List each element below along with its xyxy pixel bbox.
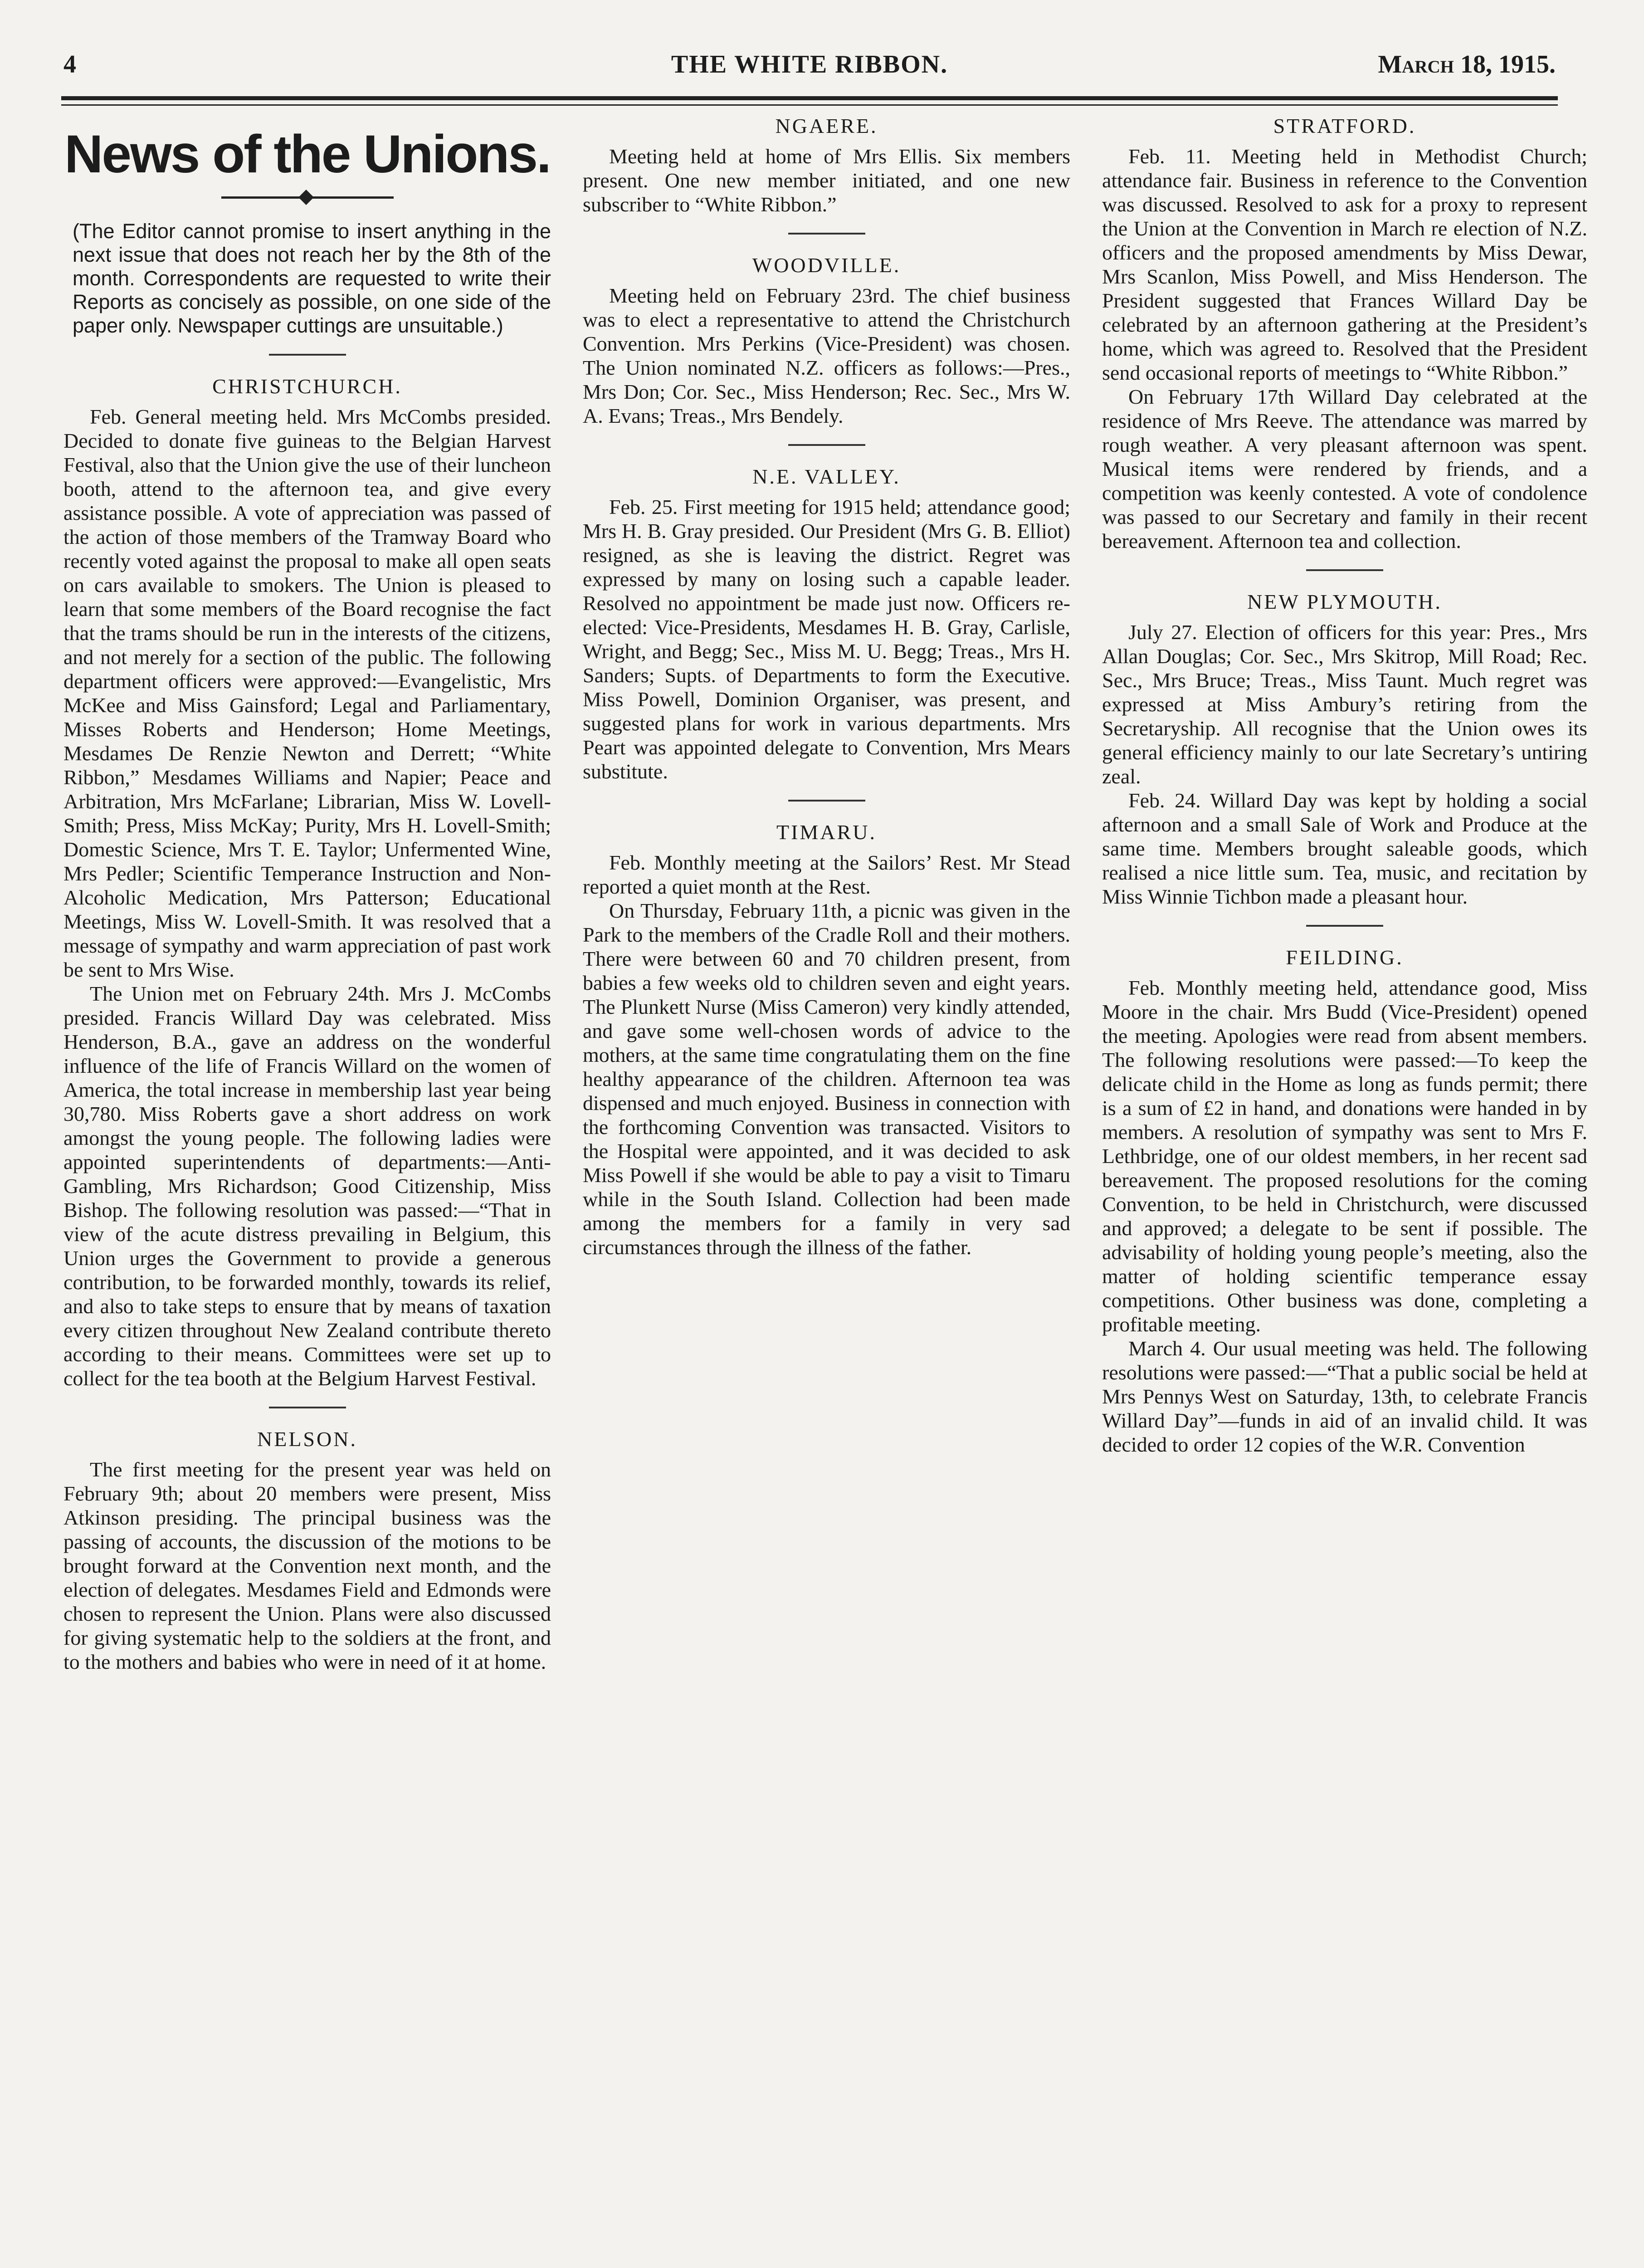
report-paragraph: Feb. Monthly meeting at the Sailors’ Rest. Mr Stead reported a quiet month at the Rest. [583, 851, 1070, 898]
report-title: CHRISTCHURCH. [212, 375, 402, 398]
separator-rule [788, 800, 865, 802]
column-2 [583, 113, 1070, 1259]
report-christchurch [63, 374, 551, 1390]
page-header [63, 50, 1556, 86]
report-paragraph: The first meeting for the present year was held on February 9th; about 20 members were present, Miss Atkinson presiding. The principal business was the passing of accounts, the discussion of the motions to be brought forward at the Convention next month, and the election of delegates. Mesdames Field and Edmonds were chosen to represent the Union. Plans were also discussed for giving systematic help to the soldiers at the front, and to the mothers and babies who were in need of it at home. [63, 1458, 551, 1673]
ornamental-rule [221, 191, 394, 204]
column-3 [1102, 113, 1587, 1457]
report-title: FEILDING. [1286, 946, 1404, 969]
page-number: 4 [63, 50, 76, 78]
report-paragraph: March 4. Our usual meeting was held. The following resolutions were passed:—“That a public social be held at Mrs Pennys West on Saturday, 13th, to celebrate Francis Willard Day”—funds in aid of an invalid child. It was decided to order 12 copies of the W.R. Convention [1102, 1337, 1587, 1456]
report-paragraph: July 27. Election of officers for this year: Pres., Mrs Allan Douglas; Cor. Sec., Mrs Skitrop, Mill Road; Rec. Sec., Mrs Bruce; Treas., Miss Taunt. Much regret was expressed at Miss Ambury’s retiring from the Secretaryship. All recognise that the Union owes its general efficiency mainly to our late Secretary’s untiring zeal. [1102, 621, 1587, 788]
separator-rule [1306, 569, 1383, 571]
separator-rule [1306, 925, 1383, 927]
report-paragraph: Meeting held at home of Mrs Ellis. Six members present. One new member initiated, and one new subscriber to “White Ribbon.” [583, 145, 1070, 216]
publication-title: THE WHITE RIBBON. [671, 50, 948, 78]
report-paragraph: Meeting held on February 23rd. The chief business was to elect a representative to attend the Christchurch Convention. Mrs Perkins (Vice-President) was chosen. The Union nominated N.Z. officers as follows:—Pres., Mrs Don; Cor. Sec., Miss Henderson; Rec. Sec., Mrs W. A. Evans; Treas., Mrs Bendely. [583, 284, 1070, 427]
report-title: NEW PLYMOUTH. [1247, 590, 1442, 613]
report-ne-valley [583, 464, 1070, 783]
report-paragraph: The Union met on February 24th. Mrs J. McCombs presided. Francis Willard Day was celebrated. Miss Henderson, B.A., gave an address on the wonderful influence of the life of Francis Willard on the women of America, the total increase in membership last year being 30,780. Miss Roberts gave a short address on work amongst the young people. The following ladies were appointed superintendents of departments:—Anti-Gambling, Mrs Richardson; Good Citizenship, Miss Bishop. The following resolution was passed:—“That in view of the acute distress prevailing in Belgium, this Union urges the Government to provide a generous contribution, to be forwarded monthly, towards its relief, and also to take steps to ensure that by means of taxation every citizen throughout New Zealand contribute thereto according to their means. Committees were set up to collect for the tea booth at the Belgium Harvest Festival. [63, 982, 551, 1390]
report-title: WOODVILLE. [752, 254, 901, 277]
report-title: NELSON. [257, 1427, 357, 1451]
editor-note: (The Editor cannot promise to insert anything in the next issue that does not reach her by the 8th of the month. Correspondents are requested to write their Reports as concisely as possible, on one side of the paper only. Newspaper cuttings are unsuitable.) [73, 220, 551, 337]
report-paragraph: Feb. 24. Willard Day was kept by holding a social afternoon and a small Sale of Work and Produce at the same time. Members brought saleable goods, which realised a nice little sum. Tea, music, and recitation by Miss Winnie Tichbon made a pleasant hour. [1102, 789, 1587, 908]
section-banner: News of the Unions. [64, 124, 550, 184]
report-paragraph: On Thursday, February 11th, a picnic was given in the Park to the members of the Cradle Roll and their mothers. There were between 60 and 70 children present, from babies a few weeks old to children seven and eight years. The Plunkett Nurse (Miss Cameron) very kindly attended, and gave some well-chosen words of advice to the mothers, at the same time congratulating them on the fine healthy appearance of the children. Afternoon tea was dispensed and much enjoyed. Business in connection with the forthcoming Convention was transacted. Visitors to the Hospital were appointed, and it was decided to ask Miss Powell if she would be able to pay a visit to Timaru while in the South Island. Collection had been made among the members for a family in very sad circumstances through the illness of the father. [583, 899, 1070, 1259]
separator-rule [269, 354, 346, 356]
report-paragraph: Feb. Monthly meeting held, attendance good, Miss Moore in the chair. Mrs Budd (Vice-President) opened the meeting. Apologies were read from absent members. The following resolutions were passed:—To keep the delicate child in the Home as long as funds permit; there is a sum of £2 in hand, and donations were handed in by members. A resolution of sympathy was sent to Mrs F. Lethbridge, one of our oldest members, in her recent sad bereavement. The proposed resolutions for the coming Convention, to be held in Christchurch, were discussed and approved; a delegate to be sent if possible. The advisability of holding young people’s meeting, also the matter of holding scientific temperance essay competitions. Other business was done, completing a profitable meeting. [1102, 976, 1587, 1336]
issue-date: March 18, 1915. [1378, 50, 1556, 78]
report-title: STRATFORD. [1273, 114, 1416, 137]
report-paragraph: Feb. 25. First meeting for 1915 held; attendance good; Mrs H. B. Gray presided. Our President (Mrs G. B. Elliot) resigned, as she is leaving the district. Regret was expressed by many on losing such a capable leader. Resolved no appointment be made just now. Officers re-elected: Vice-Presidents, Mesdames H. B. Gray, Carlisle, Wright, and Begg; Sec., Miss M. U. Begg; Treas., Mrs H. Sanders; Supts. of Departments to form the Executive. Miss Powell, Dominion Organiser, was present, and suggested plans for work in various departments. Mrs Peart was appointed delegate to Convention, Mrs Mears substitute. [583, 495, 1070, 783]
report-feilding [1102, 945, 1587, 1457]
report-nelson [63, 1427, 551, 1674]
report-paragraph: Feb. 11. Meeting held in Methodist Church; attendance fair. Business in reference to the Convention was discussed. Resolved to ask for a proxy to represent the Union at the Convention in March re election of N.Z. officers and the proposed amendments by Miss Dewar, Mrs Scanlon, Miss Powell, and Miss Henderson. The President suggested that Frances Willard Day be celebrated by an afternoon gathering at the President’s home, which was agreed to. Resolved that the President send occasional reports of meetings to “White Ribbon.” [1102, 145, 1587, 384]
report-title: N.E. VALLEY. [752, 465, 901, 488]
report-ngaere [583, 113, 1070, 216]
column-1 [63, 113, 551, 1674]
report-new-plymouth [1102, 589, 1587, 909]
report-title: NGAERE. [775, 114, 878, 137]
report-paragraph: Feb. General meeting held. Mrs McCombs presided. Decided to donate five guineas to the Belgian Harvest Festival, also that the Union give the use of their luncheon booth, attend to the afternoon tea, and give every assistance possible. A vote of appreciation was passed of the action of those members of the Tramway Board who recently voted against the proposal to make all open seats on cars available to smokers. The Union is pleased to learn that some members of the Board recognise the fact that the trams should be run in the interests of the citizens, and not merely for a section of the public. The following department officers were approved:—Evangelistic, Mrs McKee and Miss Gainsford; Legal and Parliamentary, Misses Roberts and Henderson; Home Meetings, Mesdames De Renzie Newton and Derrett; “White Ribbon,” Mesdames Williams and Napier; Peace and Arbitration, Mrs McFarlane; Librarian, Miss W. Lovell-Smith; Press, Miss McKay; Purity, Mrs H. Lovell-Smith; Domestic Science, Mrs T. E. Taylor; Unfermented Wine, Mrs Pedler; Scientific Temperance Instruction and Non-Alcoholic Medication, Mrs Patterson; Educational Meetings, Miss W. Lovell-Smith. It was resolved that a message of sympathy and warm appreciation of past work be sent to Mrs Wise. [63, 405, 551, 981]
report-title: TIMARU. [776, 821, 877, 844]
report-woodville [583, 253, 1070, 428]
separator-rule [788, 233, 865, 235]
separator-rule [788, 444, 865, 446]
report-paragraph: On February 17th Willard Day celebrated at the residence of Mrs Reeve. The attendance was marred by rough weather. A very pleasant afternoon was spent. Musical items were rendered by friends, and a competition was keenly contested. A vote of condolence was passed to our Secretary and family in their recent bereavement. Afternoon tea and collection. [1102, 385, 1587, 552]
report-stratford [1102, 113, 1587, 553]
report-timaru [583, 820, 1070, 1259]
separator-rule [269, 1407, 346, 1408]
header-rule-thin [61, 104, 1558, 106]
header-rule [61, 96, 1558, 100]
